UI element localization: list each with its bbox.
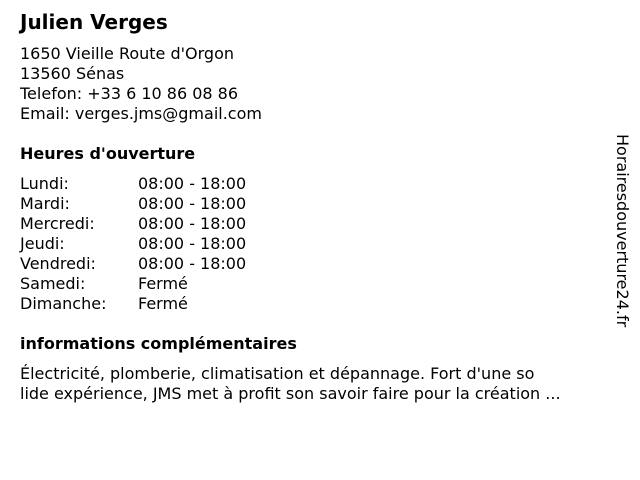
hours-value: 08:00 - 18:00 <box>138 214 247 233</box>
phone-line: Telefon: +33 6 10 86 08 86 <box>20 84 239 103</box>
hours-row-tuesday <box>20 194 246 214</box>
day-label: Mardi: <box>20 194 70 213</box>
hours-value: Fermé <box>138 294 188 313</box>
contact-block <box>20 44 262 124</box>
hours-value: 08:00 - 18:00 <box>138 194 247 213</box>
day-label: Samedi: <box>20 274 86 293</box>
site-watermark: Horairesdouverture24.fr <box>613 134 632 328</box>
address-street: 1650 Vieille Route d'Orgon <box>20 44 235 63</box>
info-heading: informations complémentaires <box>20 334 297 353</box>
hours-row-saturday <box>20 274 246 294</box>
day-label: Dimanche: <box>20 294 107 313</box>
hours-row-sunday <box>20 294 246 314</box>
info-line: lide expérience, JMS met à profit son savoir faire pour la création ... <box>20 384 561 403</box>
address-city: 13560 Sénas <box>20 64 125 83</box>
email-line: Email: verges.jms@gmail.com <box>20 104 262 123</box>
business-name: Julien Verges <box>20 10 168 34</box>
hours-value: 08:00 - 18:00 <box>138 174 247 193</box>
day-label: Lundi: <box>20 174 69 193</box>
day-label: Mercredi: <box>20 214 95 233</box>
hours-row-friday <box>20 254 246 274</box>
day-label: Vendredi: <box>20 254 96 273</box>
hours-value: Fermé <box>138 274 188 293</box>
hours-value: 08:00 - 18:00 <box>138 234 247 253</box>
hours-row-monday <box>20 174 246 194</box>
info-line: Électricité, plomberie, climatisation et dépannage. Fort d'une so <box>20 364 535 383</box>
hours-heading: Heures d'ouverture <box>20 144 196 163</box>
opening-hours-list <box>20 174 246 314</box>
hours-row-thursday <box>20 234 246 254</box>
hours-value: 08:00 - 18:00 <box>138 254 247 273</box>
info-description <box>20 364 620 404</box>
day-label: Jeudi: <box>20 234 65 253</box>
hours-row-wednesday <box>20 214 246 234</box>
